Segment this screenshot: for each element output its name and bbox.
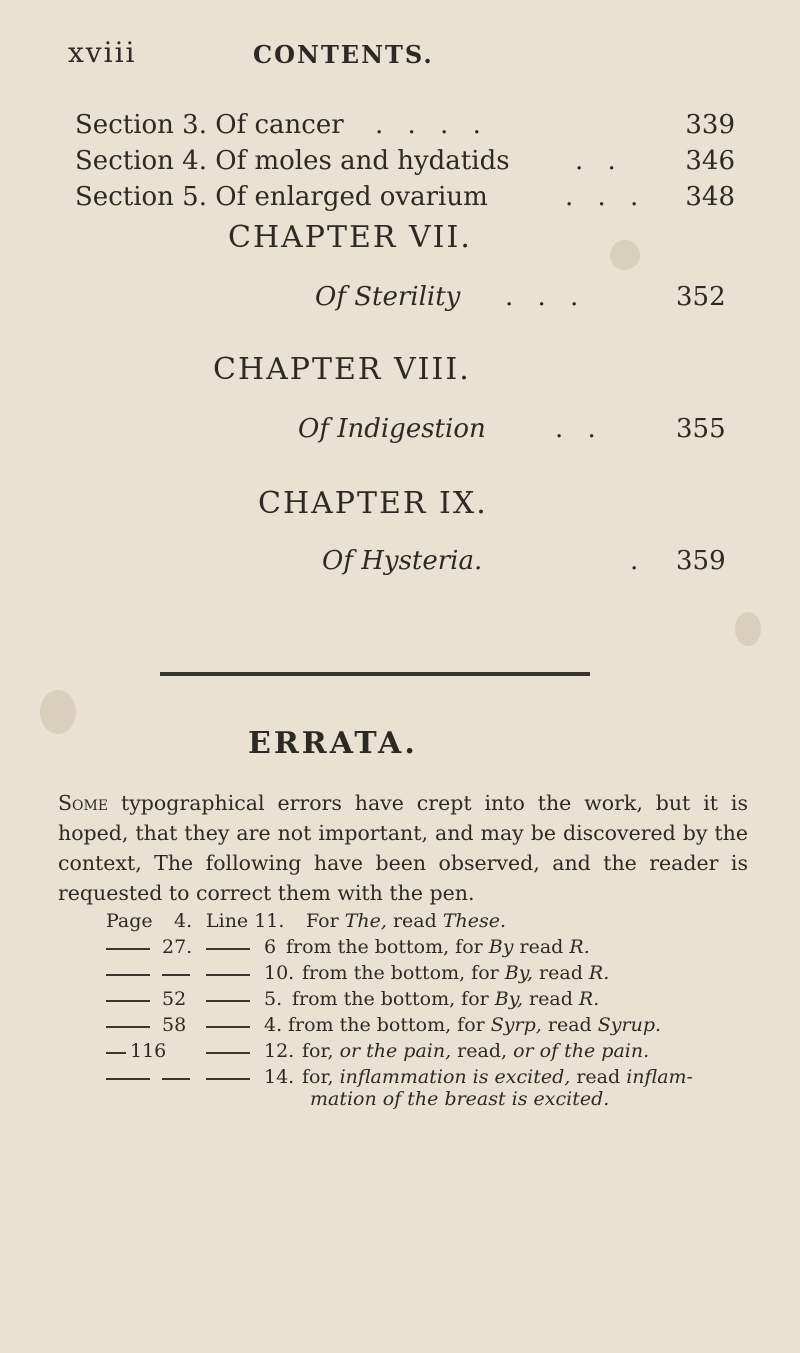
errata-line: 6 bbox=[264, 936, 277, 958]
chapter-heading: CHAPTER VII. bbox=[228, 220, 472, 255]
toc-page: 346 bbox=[685, 146, 735, 176]
foxing-spot bbox=[610, 240, 640, 270]
toc-leader: . . . bbox=[565, 182, 647, 212]
errata-row bbox=[106, 936, 766, 962]
errata-correction: for, or the pain, read, or of the pain. bbox=[302, 1040, 650, 1062]
errata-row bbox=[106, 1014, 766, 1040]
toc-leader: . . . bbox=[505, 282, 587, 312]
errata-page: 52 bbox=[162, 988, 187, 1010]
ditto-dash bbox=[106, 1026, 150, 1028]
errata-row bbox=[106, 988, 766, 1014]
errata-line: 12. bbox=[264, 1040, 295, 1062]
chapter-entry: Of Hysteria. bbox=[322, 546, 483, 576]
ditto-dash bbox=[106, 974, 150, 976]
running-title: CONTENTS. bbox=[253, 40, 434, 69]
ditto-dash bbox=[206, 948, 250, 950]
errata-line: 4. bbox=[264, 1014, 283, 1036]
errata-correction: for, inflammation is excited, read inflam- bbox=[302, 1066, 693, 1088]
toc-row bbox=[75, 146, 735, 182]
errata-line: 10. bbox=[264, 962, 295, 984]
toc-page: 359 bbox=[676, 546, 726, 576]
toc-leader: . . bbox=[555, 414, 604, 444]
chapter-heading: CHAPTER IX. bbox=[258, 486, 488, 521]
ditto-dash bbox=[106, 948, 150, 950]
errata-row bbox=[106, 962, 766, 988]
ditto-dash bbox=[206, 1026, 250, 1028]
contents-list bbox=[75, 110, 735, 218]
errata-line: Line 11. bbox=[206, 910, 285, 932]
errata-row bbox=[106, 910, 766, 936]
toc-label: Section 4. Of moles and hydatids bbox=[75, 146, 510, 176]
ditto-dash bbox=[206, 1052, 250, 1054]
ditto-dash bbox=[106, 1078, 150, 1080]
toc-page: 348 bbox=[685, 182, 735, 212]
chapter-entry: Of Indigestion bbox=[298, 414, 486, 444]
errata-correction: from the bottom, for By, read R. bbox=[292, 988, 600, 1010]
toc-leader: . . . . bbox=[375, 110, 489, 140]
ditto-dash bbox=[162, 1078, 190, 1080]
errata-list bbox=[106, 910, 766, 1092]
chapter-heading: CHAPTER VIII. bbox=[213, 352, 471, 387]
errata-correction: For The, read These. bbox=[306, 910, 507, 932]
toc-label: Section 3. Of cancer bbox=[75, 110, 344, 140]
toc-label: Section 5. Of enlarged ovarium bbox=[75, 182, 488, 212]
errata-page: 27. bbox=[162, 936, 193, 958]
toc-row bbox=[75, 110, 735, 146]
page-header bbox=[68, 36, 728, 86]
errata-correction: from the bottom, for Syrp, read Syrup. bbox=[288, 1014, 662, 1036]
toc-page: 339 bbox=[685, 110, 735, 140]
errata-correction: from the bottom, for By, read R. bbox=[302, 962, 610, 984]
foxing-spot bbox=[735, 612, 761, 646]
ditto-dash bbox=[106, 1052, 126, 1054]
intro-text: typographical errors have crept into the work, but it is hoped, that they are not important, and may be discovered by the context, The following have been observed, and the reader is requested to correct them with the pen. bbox=[58, 791, 748, 905]
errata-intro bbox=[58, 788, 748, 908]
errata-row bbox=[106, 1040, 766, 1066]
toc-leader: . bbox=[630, 546, 647, 576]
errata-page: 58 bbox=[162, 1014, 187, 1036]
page-number: xviii bbox=[68, 36, 137, 69]
ditto-dash bbox=[206, 974, 250, 976]
chapter-entry: Of Sterility bbox=[315, 282, 461, 312]
ditto-dash bbox=[162, 974, 190, 976]
ditto-dash bbox=[106, 1000, 150, 1002]
foxing-spot bbox=[40, 690, 76, 734]
toc-page: 355 bbox=[676, 414, 726, 444]
errata-line: 14. bbox=[264, 1066, 295, 1088]
errata-line: 5. bbox=[264, 988, 283, 1010]
toc-page: 352 bbox=[676, 282, 726, 312]
ditto-dash bbox=[206, 1078, 250, 1080]
errata-continuation: mation of the breast is excited. bbox=[310, 1088, 610, 1110]
ditto-dash bbox=[206, 1000, 250, 1002]
section-divider bbox=[160, 672, 590, 676]
toc-row bbox=[75, 182, 735, 218]
errata-page: 116 bbox=[130, 1040, 167, 1062]
intro-first-word: Some bbox=[58, 791, 109, 815]
errata-heading: ERRATA. bbox=[248, 726, 418, 761]
errata-page: 4. bbox=[174, 910, 193, 932]
toc-leader: . . bbox=[575, 146, 624, 176]
errata-correction: from the bottom, for By read R. bbox=[286, 936, 590, 958]
page-label: Page bbox=[106, 910, 153, 932]
